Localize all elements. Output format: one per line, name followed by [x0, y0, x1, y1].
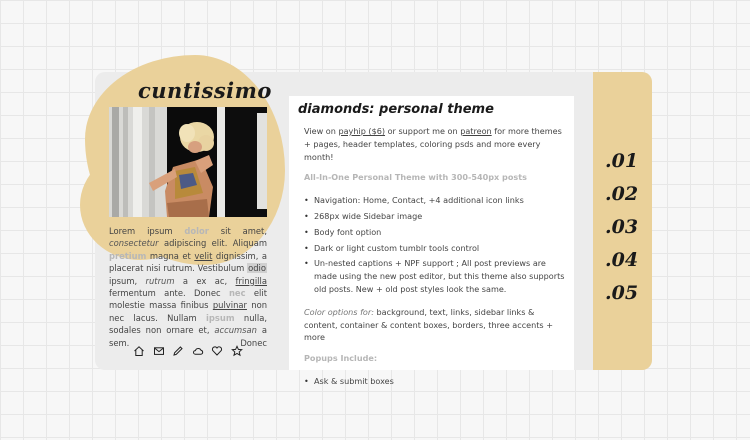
payhip-link[interactable]: payhip ($6) [338, 126, 386, 136]
sidebar-text-segment: pretium [109, 250, 147, 261]
pencil-icon[interactable] [172, 345, 184, 357]
popup-item: • Ask & submit boxes [304, 375, 565, 388]
color-options [304, 306, 565, 344]
intro-text-end: for more themes + pages, header templates, coloring psds and more every month! [304, 126, 562, 162]
sidebar-text-segment: fermentum ante. Donec [109, 288, 229, 299]
nav-link-03[interactable]: .03 [605, 216, 639, 238]
sidebar-text-segment: ipsum, [109, 275, 146, 286]
post-title: diamonds: personal theme [298, 102, 494, 117]
sidebar-icon-links [133, 344, 243, 358]
sidebar-text-segment: dolor [184, 226, 209, 236]
heart-icon[interactable] [211, 345, 223, 357]
feature-item: • Body font option [304, 226, 565, 239]
sidebar-image [109, 107, 267, 217]
sidebar-text-segment: accumsan [214, 325, 257, 336]
post-intro [304, 125, 565, 163]
feature-item: • Dark or light custom tumblr tools control [304, 242, 565, 255]
popups-heading: Popups Include: [304, 353, 378, 364]
feature-item: • Un-nested captions + NPF support ; All post previews are made using the new post editor, but this theme also supports old posts. New + old post styles look the same. [304, 257, 565, 295]
nav-link-05[interactable]: .05 [605, 282, 639, 304]
sidebar-text-segment: consectetur [109, 238, 159, 249]
sidebar-text-segment[interactable]: fringilla [235, 275, 267, 286]
sidebar-text-segment[interactable]: velit [194, 250, 213, 261]
nav-link-01[interactable]: .01 [605, 150, 639, 172]
sidebar-text-segment: magna et [146, 250, 195, 261]
popup-list [304, 375, 565, 388]
cloud-icon[interactable] [192, 345, 204, 357]
nav-link-02[interactable]: .02 [605, 183, 639, 205]
sidebar-text-segment: rutrum [145, 275, 175, 286]
intro-text-start: View on [304, 126, 339, 136]
post-subheading: All-In-One Personal Theme with 300-540px posts [304, 172, 527, 183]
intro-text-middle: or support me on [385, 126, 461, 136]
sidebar-photo [109, 107, 267, 217]
color-options-text: background, text, links, sidebar links & content, container & content boxes, borders, three accents + more [304, 306, 554, 343]
sidebar-text-segment: a ex ac, [174, 275, 236, 286]
sidebar-description [109, 225, 267, 349]
feature-list [304, 194, 565, 296]
sidebar-text-segment[interactable]: pulvinar [212, 300, 247, 311]
sidebar-text-segment: nec [228, 288, 246, 299]
sidebar-text-segment: non nec lacus. Nullam [109, 300, 268, 323]
star-icon[interactable] [231, 345, 243, 357]
blog-title[interactable]: cuntissimo [138, 78, 272, 103]
sidebar-text-segment: nulla, sodales non ornare et, [109, 312, 267, 336]
nav-link-04[interactable]: .04 [605, 249, 639, 271]
feature-item: • Navigation: Home, Contact, +4 additional icon links [304, 194, 565, 207]
sidebar-text-segment: a sem. Donec [109, 325, 268, 348]
sidebar-text-segment: odio [248, 263, 266, 274]
patreon-link[interactable]: patreon [460, 126, 492, 136]
feature-item: • 268px wide Sidebar image [304, 210, 565, 223]
sidebar-text-segment: Lorem ipsum [109, 226, 185, 236]
sidebar-text-segment: ipsum [206, 312, 235, 323]
sidebar-text-segment: sit amet, [208, 226, 267, 236]
sidebar-text-segment: dignissim, a placerat nisi rutrum. Vestibulum [109, 250, 267, 274]
post-content-box [289, 96, 574, 386]
color-options-label: Color options for: [304, 306, 374, 317]
sidebar-text-segment: adipiscing elit. Aliquam [158, 238, 267, 249]
post-body [298, 125, 565, 388]
mail-icon[interactable] [153, 345, 165, 357]
sidebar-text-segment: elit molestie massa finibus [109, 288, 267, 311]
home-icon[interactable] [133, 345, 145, 357]
